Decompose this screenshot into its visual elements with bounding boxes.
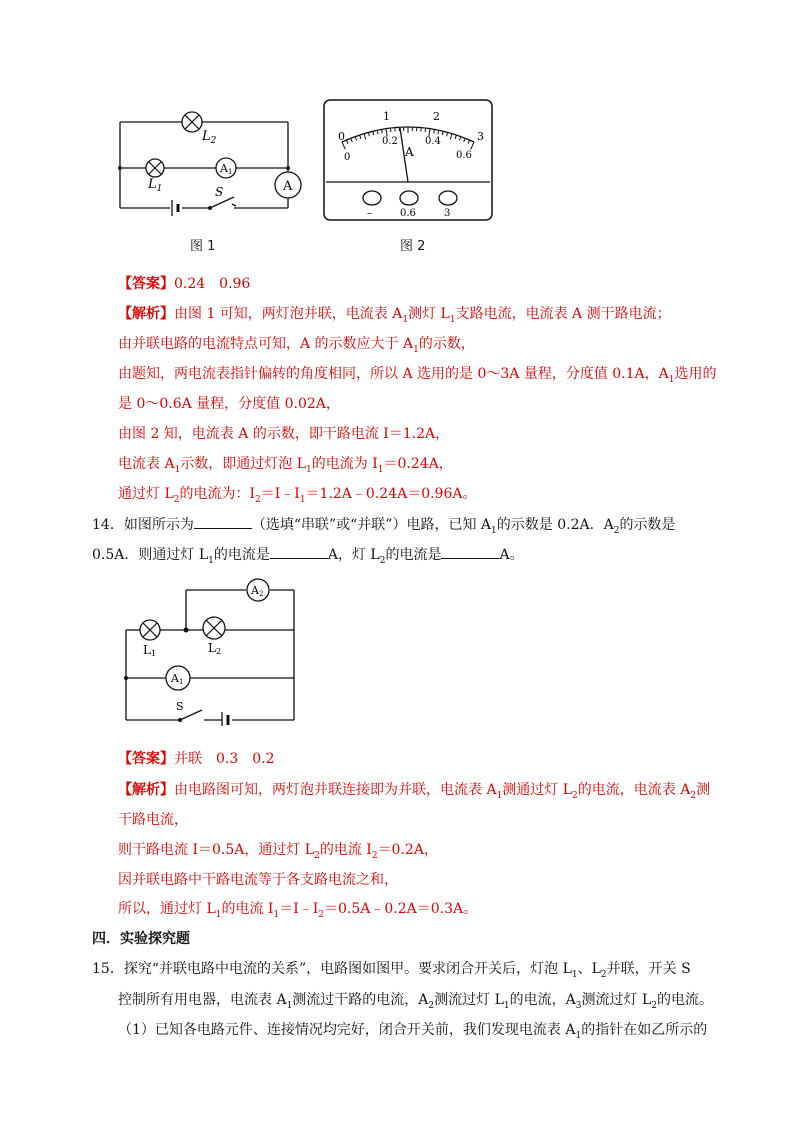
- svg-text:0.2: 0.2: [382, 136, 398, 147]
- q13-analysis-line-4: 是 0～0.6A 量程，分度值 0.02A，: [118, 396, 340, 412]
- svg-text:0.6: 0.6: [400, 208, 416, 219]
- q14-analysis-line-1: 【解析】由电路图可知，两灯泡并联连接即为并联，电流表 $A_1$测通过灯 $L_2$的电流，电流表 $A_2$测: [118, 782, 711, 801]
- svg-text:0.6: 0.6: [456, 150, 472, 161]
- svg-text:A1: A1: [171, 672, 184, 686]
- q15-stem-line-1: 15．探究“并联电路中电流的关系”，电路图如图甲。要求闭合开关后，灯泡 $L_1$、$L_2$并联，开关 S: [92, 961, 691, 980]
- svg-text:A2: A2: [251, 584, 264, 598]
- terminal-negative-icon: [363, 191, 381, 205]
- section-heading: 四．实验探究题: [92, 931, 190, 947]
- svg-text:0: 0: [338, 130, 345, 143]
- svg-text:L1: $L_1$: [148, 177, 163, 194]
- svg-text:L2: $L_2$: [202, 129, 217, 146]
- answer-blank-3[interactable]: [441, 544, 499, 559]
- q14-analysis-line-5: 所以，通过灯 $L_1$的电流 $I_1=I﹣I_2=0.5A﹣0.2A=0.3A$。: [118, 901, 478, 920]
- q13-analysis-line-2: 由并联电路的电流特点可知，A 的示数应大于 $A_1$的示数，: [118, 336, 475, 355]
- lamp-l2-icon: [182, 112, 202, 132]
- q13-analysis-line-1: 【解析】由图 1 可知，两灯泡并联，电流表 $A_1$测灯 $L_1$支路电流，电流表 A 测干路电流；: [118, 306, 671, 325]
- svg-text:3: 3: [444, 208, 451, 219]
- q13-analysis-line-7: 通过灯 $L_2$的电流为：$I_2=I﹣I_1=1.2A﹣0.24A=0.96A$。: [118, 486, 477, 505]
- svg-text:A: A: [405, 145, 414, 159]
- figure-1-circuit: [110, 100, 310, 230]
- q14-analysis-line-2: 干路电流，: [118, 812, 188, 828]
- svg-text:0.4: 0.4: [425, 136, 441, 147]
- terminal-0.6-icon: [400, 191, 418, 205]
- lamp-l2-icon: [203, 617, 225, 639]
- q13-analysis-line-3: 由题知，两电流表指针偏转的角度相同，所以 A 选用的是 0～3A 量程，分度值 0.1A，$A_1$选用的: [118, 366, 717, 385]
- figure-3-circuit: [118, 578, 300, 726]
- answer-blank-2[interactable]: [270, 544, 328, 559]
- q14-stem-line-2: 0.5A．则通过灯 $L_1$的电流是 A，灯 $L_2$的电流是 A。: [92, 544, 524, 571]
- svg-text:L2: L2: [208, 641, 222, 656]
- answer-blank-1[interactable]: [194, 514, 252, 529]
- lamp-l1-icon: [146, 159, 164, 177]
- lamp-l1-icon: [140, 620, 160, 640]
- svg-text:A1: A1: [220, 162, 233, 176]
- svg-text:0: 0: [344, 152, 351, 163]
- svg-text:1: 1: [383, 110, 390, 123]
- svg-text:L1: L1: [143, 643, 157, 658]
- q14-analysis-line-4: 因并联电路中干路电流等于各支路电流之和，: [118, 872, 398, 888]
- q13-analysis-line-5: 由图 2 知，电流表 A 的示数，即干路电流 I＝1.2A，: [118, 426, 450, 442]
- q13-answer: 【答案】0.24 0.96: [118, 276, 251, 292]
- q14-stem-line-1: 14．如图所示为 （选填“串联”或“并联”）电路，已知 $A_1$的示数是 0.2A．$A_2$的示数是: [92, 514, 675, 541]
- q15-stem-line-2: 控制所有用电器，电流表 $A_1$测流过干路的电流，$A_2$测流过灯 $L_1$的电流，$A_3$测流过灯 $L_2$的电流。: [118, 992, 713, 1011]
- dial-tick: [434, 129, 435, 133]
- q14-answer: 【答案】并联 0.3 0.2: [118, 751, 275, 767]
- figure-2-caption: 图 2: [400, 239, 426, 254]
- svg-text:3: 3: [477, 130, 484, 143]
- figure-1-caption: 图 1: [190, 239, 216, 254]
- q15-stem-line-3: （1）已知各电路元件、连接情况均完好，闭合开关前，我们发现电流表 $A_1$的指针在如乙所示的: [118, 1022, 708, 1041]
- q13-analysis-line-6: 电流表 $A_1$示数，即通过灯泡 $L_1$的电流为 $I_1=0.24A$，: [118, 456, 453, 475]
- svg-text:–: –: [367, 208, 372, 219]
- terminal-3-icon: [439, 191, 457, 205]
- svg-text:A: A: [283, 179, 293, 194]
- dial-tick: [382, 129, 383, 133]
- figure-2-ammeter-dial: [322, 98, 494, 222]
- svg-text:2: 2: [433, 110, 440, 123]
- q14-analysis-line-3: 则干路电流 I＝0.5A，通过灯 $L_2$的电流 $I_2=0.2A$，: [118, 842, 438, 861]
- svg-text:S: S: [176, 700, 184, 713]
- svg-text:S: S: [215, 185, 224, 199]
